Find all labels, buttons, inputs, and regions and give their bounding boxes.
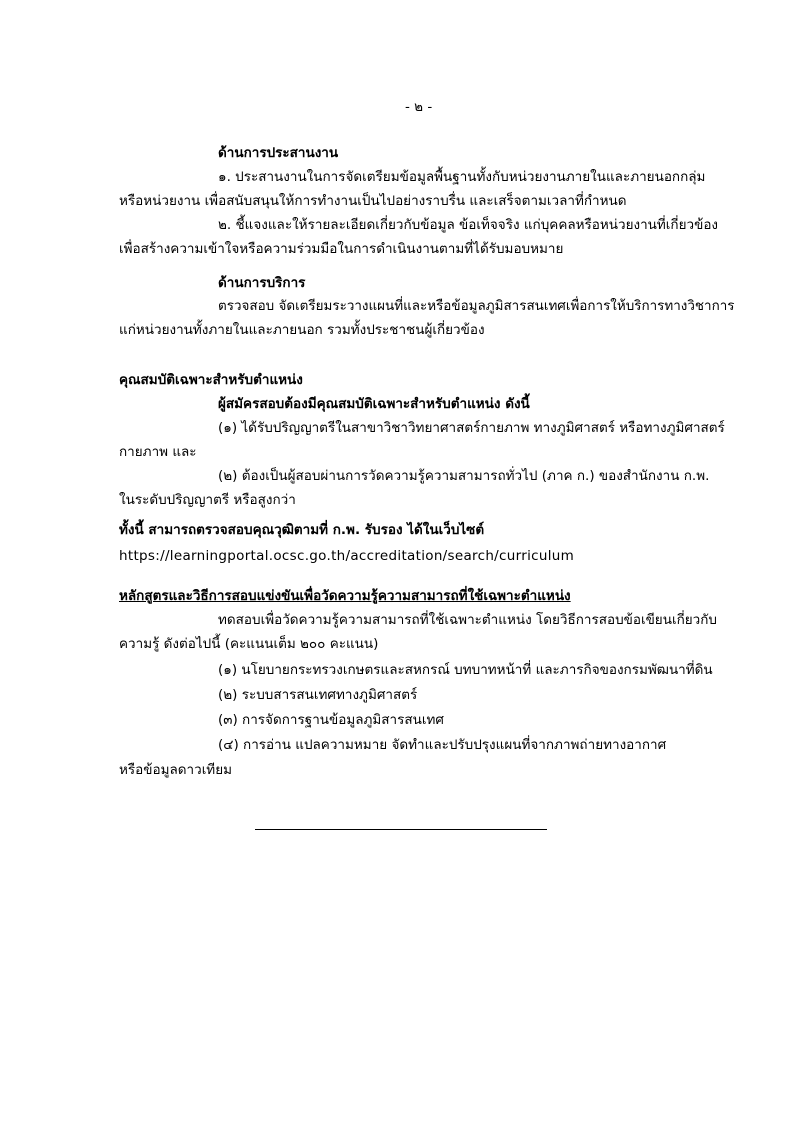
exam-heading: หลักสูตรและวิธีการสอบแข่งขันเพื่อวัดความรู้ความสามารถที่ใช้เฉพาะตำแหน่ง [119,588,571,604]
exam-topic-4: (๔) การอ่าน แปลความหมาย จัดทำและปรับปรุงแผนที่จากภาพถ่ายทางอากาศ [218,737,667,753]
service-heading: ด้านการบริการ [218,275,306,291]
exam-topic-1: (๑) นโยบายกระทรวงเกษตรและสหกรณ์ บทบาทหน้าที่ และภารกิจของกรมพัฒนาที่ดิน [218,662,713,678]
coordination-item-1-line-2: หรือหน่วยงาน เพื่อสนับสนุนให้การทำงานเป็นไปอย่างราบรื่น และเสร็จตามเวลาที่กำหนด [119,193,627,209]
exam-topic-3: (๓) การจัดการฐานข้อมูลภูมิสารสนเทศ [218,712,444,728]
qualification-item-2-line-1: (๒) ต้องเป็นผู้สอบผ่านการวัดความรู้ความสามารถทั่วไป (ภาค ก.) ของสำนักงาน ก.พ. [218,468,710,484]
exam-intro-line-1: ทดสอบเพื่อวัดความรู้ความสามารถที่ใช้เฉพาะตำแหน่ง โดยวิธีการสอบข้อเขียนเกี่ยวกับ [218,612,717,628]
page-number: - ๒ - [405,99,433,115]
end-divider [255,829,547,830]
coordination-item-1-line-1: ๑. ประสานงานในการจัดเตรียมข้อมูลพื้นฐานทั้งกับหน่วยงานภายในและภายนอกกลุ่ม [218,169,706,185]
service-line-1: ตรวจสอบ จัดเตรียมระวางแผนที่และหรือข้อมูลภูมิสารสนเทศเพื่อการให้บริการทางวิชาการ [218,298,735,314]
service-line-2: แก่หน่วยงานทั้งภายในและภายนอก รวมทั้งประชาชนผู้เกี่ยวข้อง [119,322,485,338]
qualification-check-note: ทั้งนี้ สามารถตรวจสอบคุณวุฒิตามที่ ก.พ. รับรอง ได้ในเว็บไซต์ [119,522,485,538]
qualification-item-2-line-2: ในระดับปริญญาตรี หรือสูงกว่า [119,492,296,508]
qualifications-subheading: ผู้สมัครสอบต้องมีคุณสมบัติเฉพาะสำหรับตำแหน่ง ดังนี้ [218,396,530,412]
qualification-item-1-line-2: กายภาพ และ [119,444,197,460]
exam-topic-2: (๒) ระบบสารสนเทศทางภูมิศาสตร์ [218,687,418,703]
coordination-item-2-line-2: เพื่อสร้างความเข้าใจหรือความร่วมมือในการดำเนินงานตามที่ได้รับมอบหมาย [119,241,564,257]
exam-topic-4-line-2: หรือข้อมูลดาวเทียม [119,762,233,778]
curriculum-url-link[interactable]: https://learningportal.ocsc.go.th/accreditation/search/curriculum [119,548,575,564]
qualifications-heading: คุณสมบัติเฉพาะสำหรับตำแหน่ง [119,372,303,388]
qualification-item-1-line-1: (๑) ได้รับปริญญาตรีในสาขาวิชาวิทยาศาสตร์กายภาพ ทางภูมิศาสตร์ หรือทางภูมิศาสตร์ [218,420,725,436]
coordination-heading: ด้านการประสานงาน [218,145,339,161]
exam-intro-line-2: ความรู้ ดังต่อไปนี้ (คะแนนเต็ม ๒๐๐ คะแนน) [119,636,379,652]
coordination-item-2-line-1: ๒. ชี้แจงและให้รายละเอียดเกี่ยวกับข้อมูล ข้อเท็จจริง แก่บุคคลหรือหน่วยงานที่เกี่ยวข้อง [218,217,719,233]
